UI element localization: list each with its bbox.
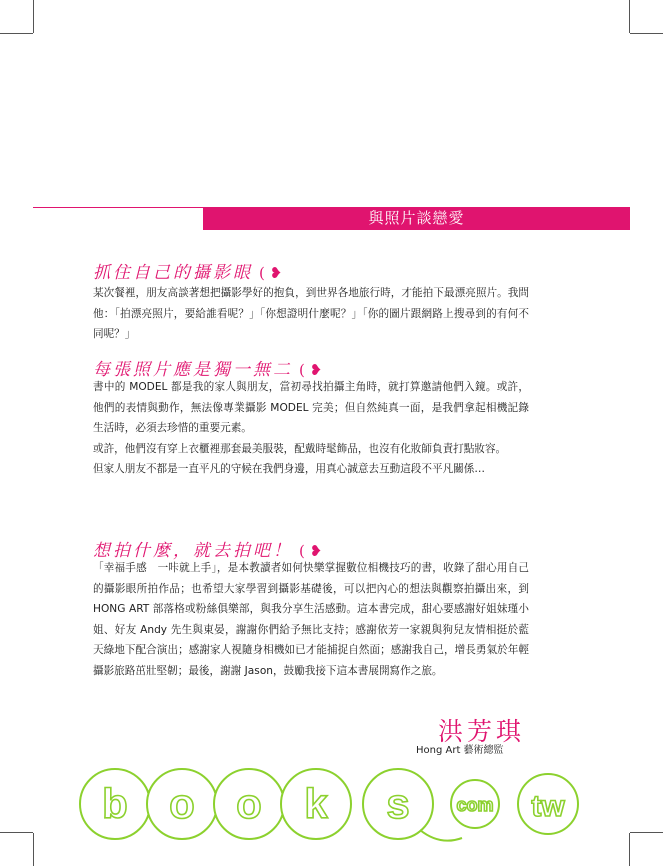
author-signature: 洪芳琪 [438,717,526,746]
paragraph: 某次餐裡，朋友高談著想把攝影學好的抱負，到世界各地旅行時，才能拍下最漂亮照片。我問他：「拍漂亮照片，要給誰看呢？」「你想證明什麼呢？」「你的圖片跟網路上搜尋到的有何不同呢？」 [93,287,529,340]
heart-ornament-icon: ( ❥ [299,542,323,560]
section-heading-text: 抓住自己的攝影眼 [93,263,253,283]
section-heading-1 [93,258,282,283]
watermark-letter: k [304,780,328,827]
watermark-tw: tw [531,790,565,823]
chapter-banner: 與照片談戀愛 [203,207,630,230]
crop-mark-top-left-v [33,0,34,33]
crop-mark-top-right-v [629,0,630,33]
watermark-tail-s [420,830,462,841]
crop-mark-top-right-h [630,33,663,34]
paragraph: 「幸福手感 一咔就上手」，是本教讀者如何快樂掌握數位相機技巧的書，收錄了甜心用自己的攝影眼所拍作品；也希望大家學習到攝影基礎後，可以把內心的想法與觀察拍攝出來，到 HONG ART 部落格或粉絲俱樂部，與我分享生活感動。這本書完成，甜心要感謝好姐妹瑾小姐、好友 Andy 先生與東晏，謝謝你們給予無比支持；感謝依芳一家親與狗兒友情相挺於藍天綠地下配合演出；感謝家人視隨身相機如已才能捕捉自然面；感謝我自己，增長勇氣於年輕攝影旅路茁壯堅韌；最後，謝謝 Jason，鼓勵我接下這本書展開寫作之旅。 [93,562,529,677]
watermark-com: com [456,795,494,815]
section-body-1 [93,283,529,345]
author-title: Hong Art 藝術總監 [416,745,504,756]
section-body-3 [93,558,529,681]
watermark-letter: s [386,780,410,827]
paragraph: 書中的 MODEL 都是我的家人與朋友，當初尋找拍攝主角時，就打算邀請他們入鏡。或許，他們的表情與動作，無法像專業攝影 MODEL 完美；但自然純真一面，是我們拿起相機記錄生活時，必須去珍惜的重要元素。 [93,381,529,434]
watermark-letter: b [102,780,128,827]
books-com-tw-watermark [0,768,663,848]
section-body-2 [93,377,529,480]
watermark-letter: o [169,780,195,827]
paragraph: 但家人朋友不都是一直平凡的守候在我們身邊，用真心誠意去互動這段不平凡關係… [93,463,485,475]
section-heading-text: 每張照片應是獨一無二 [93,360,293,380]
crop-mark-top-left-h [0,33,33,34]
paragraph: 或許，他們沒有穿上衣櫃裡那套最美服裝，配戴時髦飾品，也沒有化妝師負責打點妝容。 [93,442,507,455]
section-heading-text: 想拍什麼，就去拍吧！ [93,541,293,561]
watermark-letter: o [236,780,262,827]
heart-ornament-icon: ( ❥ [259,264,283,282]
heart-ornament-icon: ( ❥ [299,361,323,379]
